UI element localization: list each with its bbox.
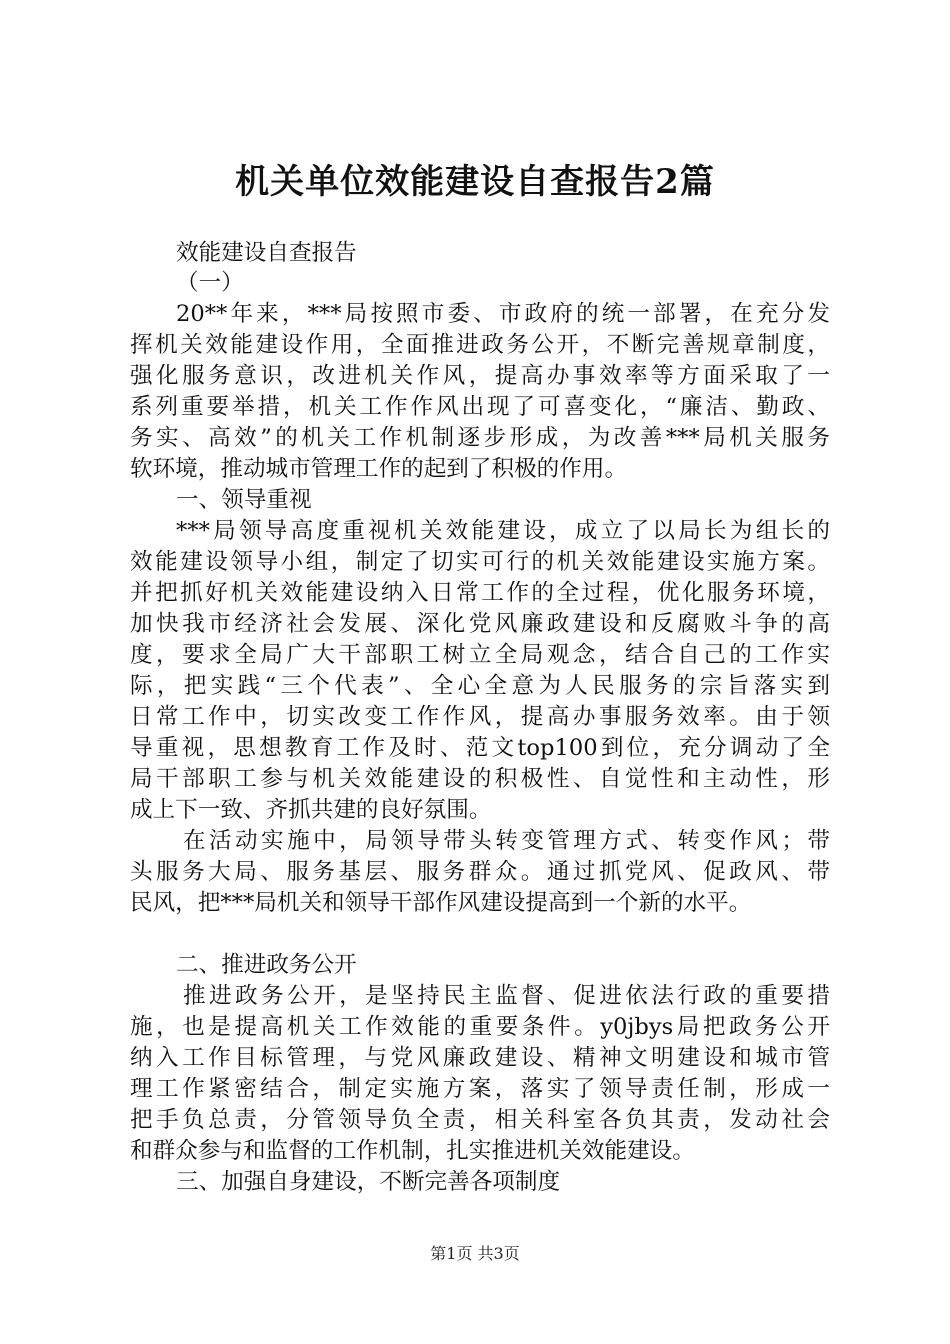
document-title: 机关单位效能建设自查报告2篇 — [235, 162, 715, 202]
paragraph-line: 系列重要举措，机关工作作风出现了可喜变化，“廉洁、勤政、 — [130, 394, 830, 420]
paragraph-line: 推进政务公开，是坚持民主监督、促进依法行政的重要措 — [183, 983, 830, 1009]
section-heading: 二、推进政务公开 — [176, 952, 357, 978]
report-subtitle: 效能建设自查报告 — [176, 240, 357, 266]
paragraph-line: 软环境，推动城市管理工作的起到了积极的作用。 — [130, 456, 628, 482]
paragraph-line: 局干部职工参与机关效能建设的积极性、自觉性和主动性，形 — [130, 766, 830, 792]
paragraph-line: 日常工作中，切实改变工作作风，提高办事服务效率。由于领 — [130, 704, 830, 730]
paragraph-line: 度，要求全局广大干部职工树立全局观念，结合自己的工作实 — [130, 642, 830, 668]
paragraph-line: 并把抓好机关效能建设纳入日常工作的全过程，优化服务环境， — [130, 580, 830, 606]
paragraph-line: 头服务大局、服务基层、服务群众。通过抓党风、促政风、带 — [130, 859, 830, 885]
paragraph-line: 理工作紧密结合，制定实施方案，落实了领导责任制，形成一 — [130, 1076, 830, 1102]
paragraph-line: 成上下一致、齐抓共建的良好氛围。 — [130, 797, 492, 823]
paragraph-line: ***局领导高度重视机关效能建设，成立了以局长为组长的 — [176, 518, 830, 544]
paragraph-line: 挥机关效能建设作用，全面推进政务公开，不断完善规章制度， — [130, 332, 830, 358]
paragraph-line: 效能建设领导小组，制定了切实可行的机关效能建设实施方案。 — [130, 549, 830, 575]
page-number-footer: 第1页 共3页 — [430, 1244, 520, 1263]
paragraph-line: 纳入工作目标管理，与党风廉政建设、精神文明建设和城市管 — [130, 1045, 830, 1071]
paragraph-line: 民风，把***局机关和领导干部作风建设提高到一个新的水平。 — [130, 890, 752, 916]
paragraph-line: 际，把实践“三个代表”、全心全意为人民服务的宗旨落实到 — [130, 673, 830, 699]
section-heading: 一、领导重视 — [176, 487, 312, 513]
part-marker: （一） — [176, 270, 244, 296]
paragraph-line: 加快我市经济社会发展、深化党风廉政建设和反腐败斗争的高 — [130, 611, 830, 637]
paragraph-line: 把手负总责，分管领导负全责，相关科室各负其责，发动社会 — [130, 1107, 830, 1133]
paragraph-line: 务实、高效”的机关工作机制逐步形成，为改善***局机关服务 — [130, 425, 830, 451]
paragraph-line: 施，也是提高机关工作效能的重要条件。y0jbys局把政务公开 — [130, 1014, 830, 1040]
paragraph-line: 在活动实施中，局领导带头转变管理方式、转变作风；带 — [183, 828, 830, 854]
section-heading: 三、加强自身建设，不断完善各项制度 — [176, 1169, 561, 1195]
paragraph-line: 20**年来，***局按照市委、市政府的统一部署，在充分发 — [176, 301, 830, 327]
paragraph-line: 导重视，思想教育工作及时、范文top100到位，充分调动了全 — [130, 735, 830, 761]
paragraph-line: 和群众参与和监督的工作机制，扎实推进机关效能建设。 — [130, 1138, 695, 1164]
paragraph-line: 强化服务意识，改进机关作风，提高办事效率等方面采取了一 — [130, 363, 830, 389]
